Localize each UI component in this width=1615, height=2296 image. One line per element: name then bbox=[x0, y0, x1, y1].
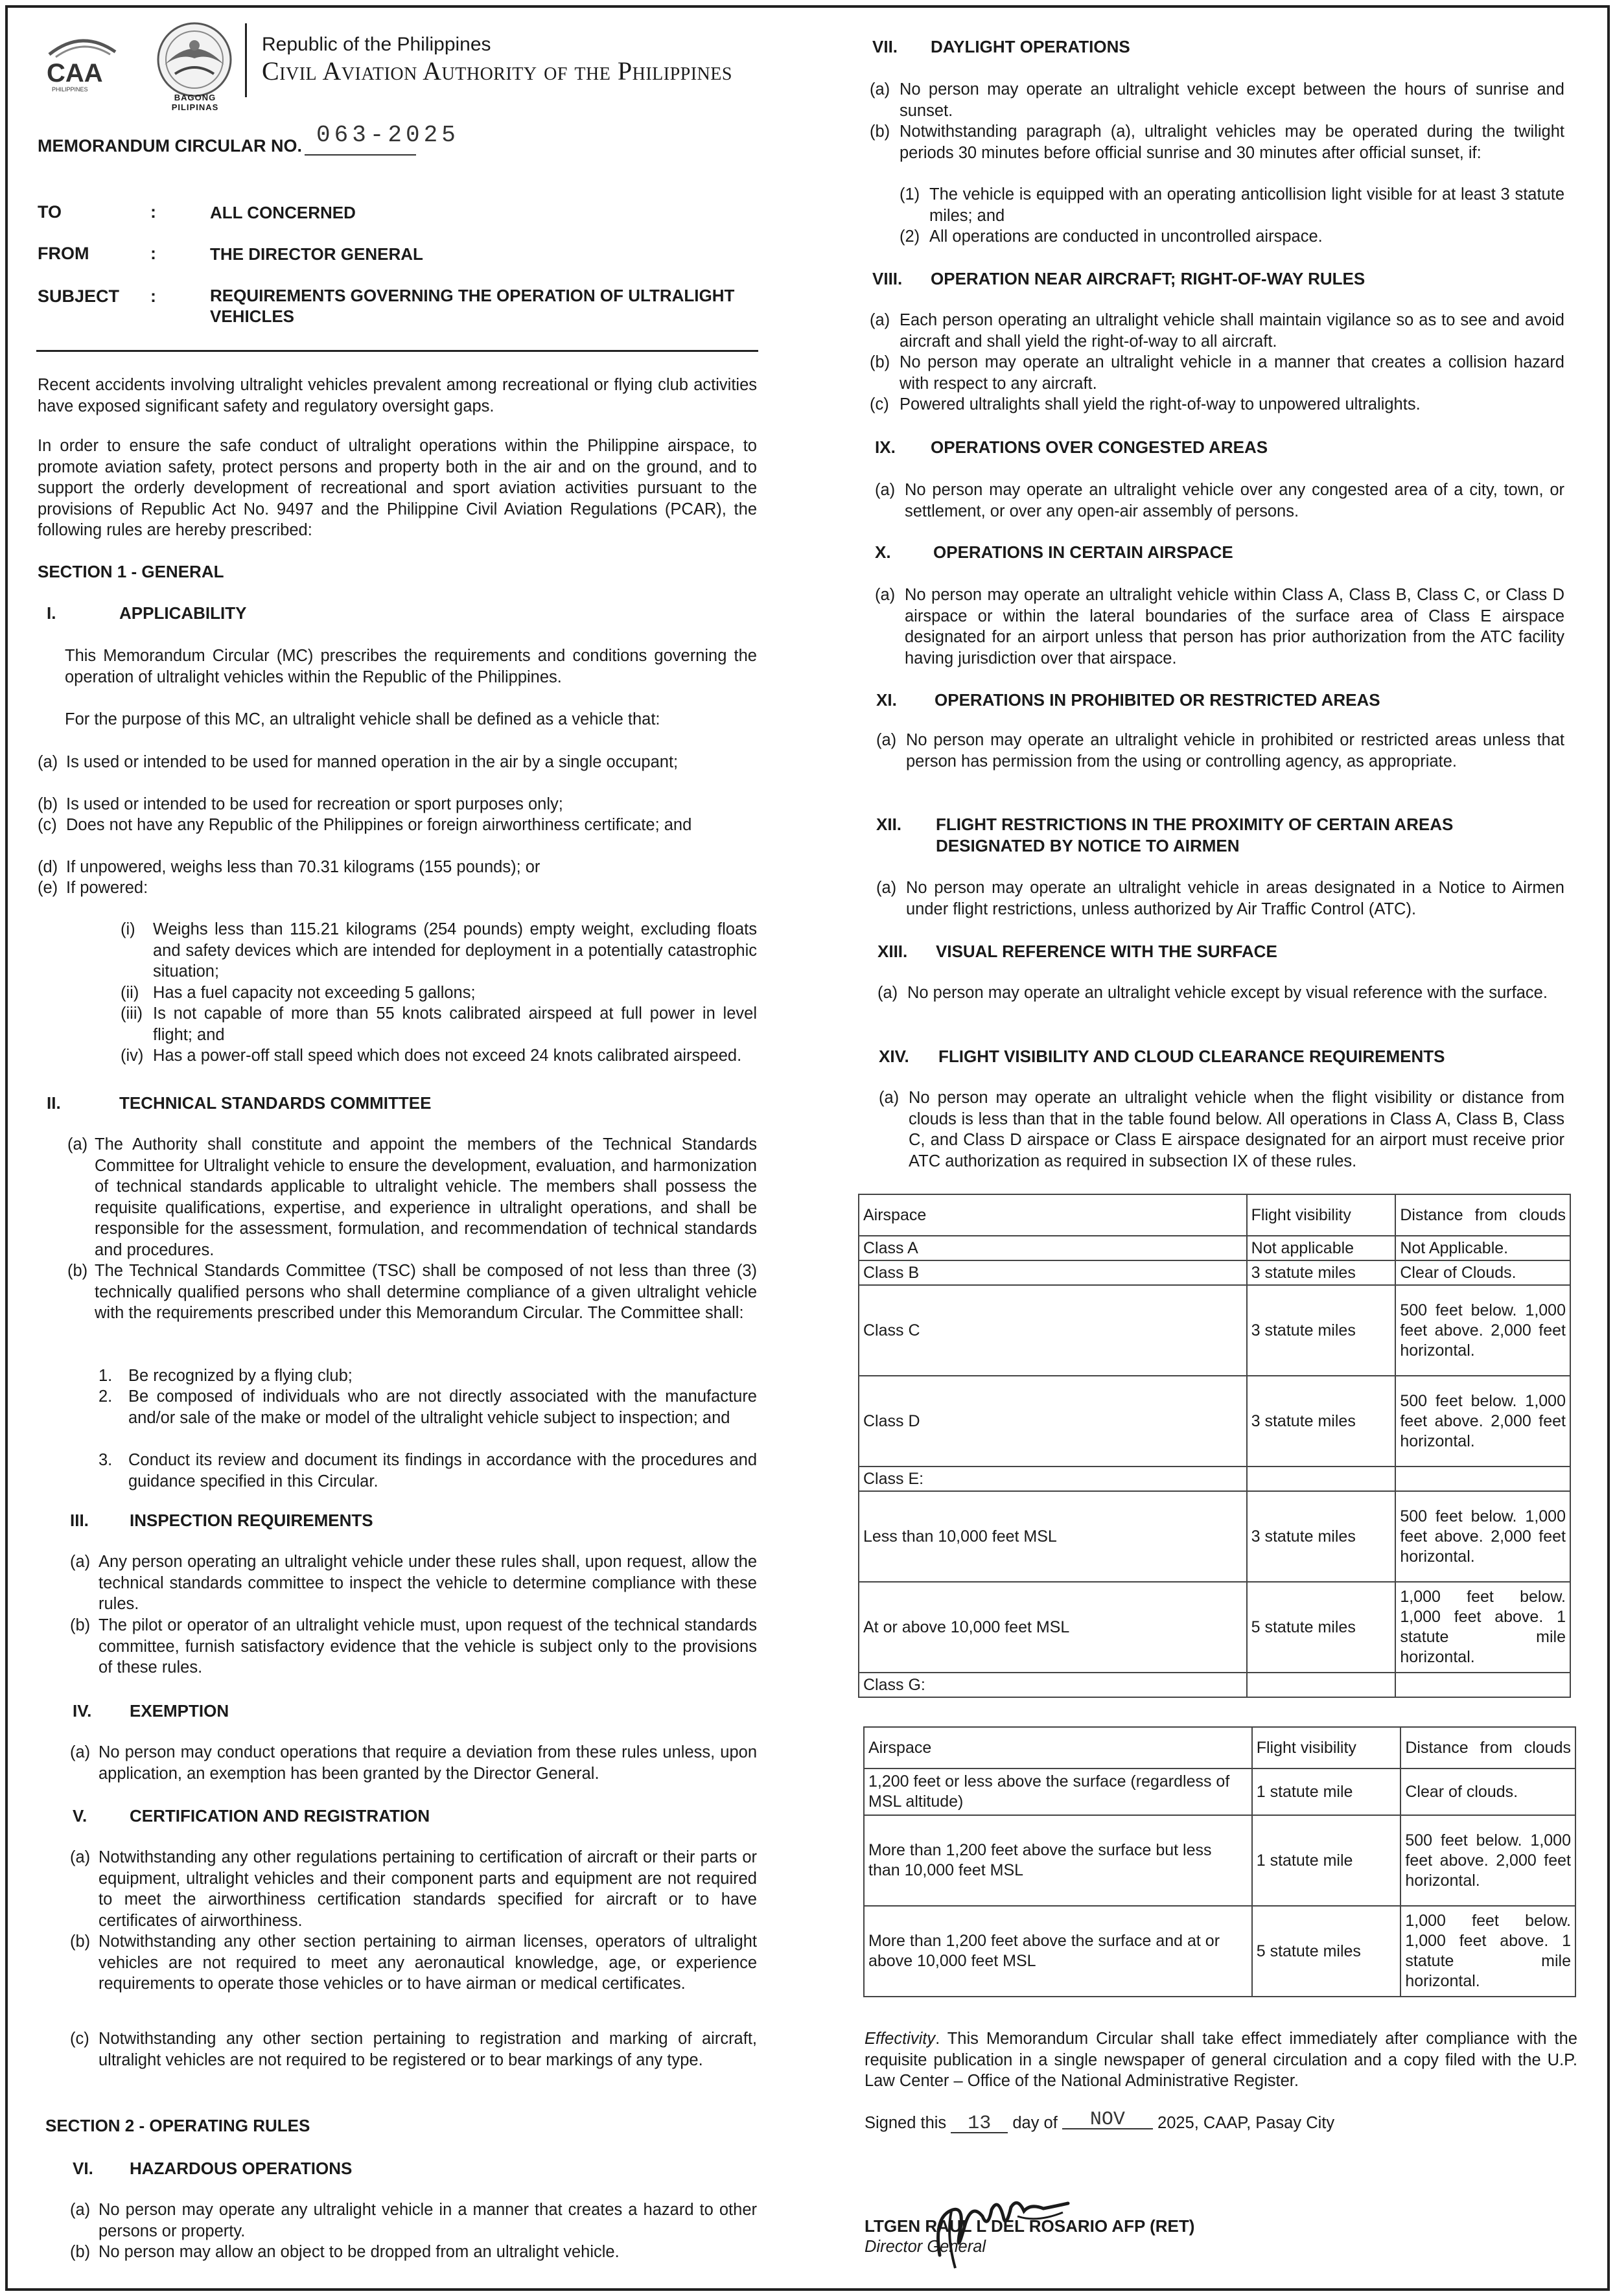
tsc-num-1-text: Be recognized by a flying club; bbox=[128, 1367, 353, 1385]
heading-iv bbox=[73, 1700, 229, 1722]
visual-item-a-mark: (a) bbox=[877, 984, 898, 1002]
daylight-num-2 bbox=[900, 226, 1564, 248]
inspection-item-a-mark: (a) bbox=[70, 1553, 91, 1571]
table-row bbox=[859, 1236, 1570, 1260]
heading-xiv-num: XIV. bbox=[879, 1047, 909, 1066]
powered-item-iii bbox=[121, 1003, 757, 1045]
table-header-cell: Distance from clouds bbox=[1400, 1727, 1575, 1768]
table-cell-distance: 500 feet below. 1,000 feet above. 2,000 feet horizontal. bbox=[1395, 1491, 1570, 1582]
daylight-num-1 bbox=[900, 184, 1564, 226]
table-cell-visibility: 3 statute miles bbox=[1247, 1260, 1396, 1285]
visibility-item-a-mark: (a) bbox=[879, 1089, 900, 1107]
table-cell-distance: 500 feet below. 1,000 feet above. 2,000 feet horizontal. bbox=[1400, 1815, 1575, 1906]
heading-xii bbox=[876, 814, 1564, 856]
tsc-item-a-mark: (a) bbox=[67, 1135, 88, 1154]
powered-item-i-mark: (i) bbox=[121, 920, 135, 938]
table-cell-distance bbox=[1395, 1467, 1570, 1491]
table-row bbox=[859, 1260, 1570, 1285]
section-2-heading: SECTION 2 - OPERATING RULES bbox=[45, 2116, 310, 2135]
table-cell-airspace: Class E: bbox=[859, 1467, 1247, 1491]
table-cell-airspace: Class G: bbox=[859, 1673, 1247, 1697]
signed-suffix: 2025, CAAP, Pasay City bbox=[1157, 2114, 1335, 2132]
table-cell-distance: Clear of Clouds. bbox=[1395, 1260, 1570, 1285]
hazard-item-a-text: No person may operate any ultralight vehicle in a manner that creates a hazard to other persons or property. bbox=[99, 2201, 757, 2240]
def-item-b-mark: (b) bbox=[38, 795, 58, 813]
exemption-item-a-mark: (a) bbox=[70, 1743, 91, 1761]
caa-logo-text: CAA bbox=[47, 59, 103, 87]
congested-item-a-mark: (a) bbox=[875, 481, 896, 499]
heading-xii-num: XII. bbox=[876, 815, 902, 834]
heading-xiii bbox=[877, 941, 1277, 962]
def-item-e-text: If powered: bbox=[66, 879, 148, 897]
effectivity-label: Effectivity bbox=[865, 2030, 936, 2048]
table-header-row bbox=[859, 1194, 1570, 1236]
table-cell-visibility bbox=[1247, 1673, 1396, 1697]
tsc-item-b bbox=[38, 1260, 757, 1324]
table-cell-airspace: Less than 10,000 feet MSL bbox=[859, 1491, 1247, 1582]
cloud-clearance-table-1 bbox=[858, 1194, 1571, 1698]
heading-ii bbox=[47, 1093, 431, 1114]
powered-item-ii-mark: (ii) bbox=[121, 984, 139, 1002]
restricted-item-a-mark: (a) bbox=[876, 731, 897, 749]
heading-xiv bbox=[879, 1046, 1445, 1067]
airspace-item-a bbox=[875, 585, 1564, 669]
heading-viii-title: OPERATION NEAR AIRCRAFT; RIGHT-OF-WAY RULES bbox=[931, 269, 1365, 288]
daylight-item-b-mark: (b) bbox=[870, 122, 890, 141]
tsc-num-3 bbox=[99, 1450, 757, 1492]
table-cell-distance: Clear of clouds. bbox=[1400, 1768, 1575, 1815]
hazard-item-b-text: No person may allow an object to be dropped from an ultralight vehicle. bbox=[99, 2243, 620, 2261]
heading-v-title: CERTIFICATION AND REGISTRATION bbox=[130, 1806, 430, 1826]
table-header-cell: Distance from clouds bbox=[1395, 1194, 1570, 1236]
table-cell-distance bbox=[1395, 1673, 1570, 1697]
header-divider bbox=[245, 23, 247, 97]
table-cell-airspace: More than 1,200 feet above the surface but less than 10,000 feet MSL bbox=[864, 1815, 1252, 1906]
applicability-p1: This Memorandum Circular (MC) prescribes the requirements and conditions governing the operation of ultralight vehicles within the Republic of the Philippines. bbox=[65, 647, 757, 686]
effectivity-text: . This Memorandum Circular shall take effect immediately after compliance with the requisite publication in a single newspaper of general circulation and a copy filed with the U.P. Law Center – Office of the National Administrative Register. bbox=[865, 2030, 1577, 2090]
heading-xi-title: OPERATIONS IN PROHIBITED OR RESTRICTED AREAS bbox=[935, 690, 1380, 710]
table-cell-visibility: 3 statute miles bbox=[1247, 1491, 1396, 1582]
heading-ix-title: OPERATIONS OVER CONGESTED AREAS bbox=[931, 437, 1268, 457]
def-item-a-text: Is used or intended to be used for manned operation in the air by a single occupant; bbox=[66, 753, 679, 771]
bagong-pilipinas-logo bbox=[149, 19, 240, 100]
signed-line bbox=[865, 2111, 1577, 2134]
inspection-item-b bbox=[70, 1615, 757, 1678]
rightofway-item-c-mark: (c) bbox=[870, 395, 889, 413]
powered-item-iv-mark: (iv) bbox=[121, 1047, 144, 1065]
tsc-item-b-mark: (b) bbox=[67, 1262, 88, 1280]
subject-label: SUBJECT bbox=[38, 286, 120, 306]
def-item-d-mark: (d) bbox=[38, 858, 58, 876]
table-cell-distance: 500 feet below. 1,000 feet above. 2,000 feet horizontal. bbox=[1395, 1285, 1570, 1376]
table-cell-airspace: Class C bbox=[859, 1285, 1247, 1376]
heading-x-title: OPERATIONS IN CERTAIN AIRSPACE bbox=[933, 542, 1233, 562]
heading-i-num: I. bbox=[47, 603, 56, 623]
powered-item-ii-text: Has a fuel capacity not exceeding 5 gallons; bbox=[153, 984, 476, 1002]
rightofway-item-b-text: No person may operate an ultralight vehicle in a manner that creates a collision hazard with respect to any aircraft. bbox=[900, 353, 1564, 393]
from-colon: : bbox=[150, 244, 156, 263]
rightofway-item-b bbox=[870, 352, 1564, 394]
table-cell-visibility: 1 statute mile bbox=[1252, 1815, 1401, 1906]
visual-item-a-text: No person may operate an ultralight vehicle except by visual reference with the surface. bbox=[907, 984, 1548, 1002]
table-header-cell: Flight visibility bbox=[1252, 1727, 1401, 1768]
cert-item-c bbox=[70, 2028, 757, 2070]
heading-v bbox=[73, 1805, 430, 1827]
heading-iii bbox=[70, 1510, 373, 1531]
cert-item-c-mark: (c) bbox=[70, 2030, 89, 2048]
congested-item-a bbox=[875, 480, 1564, 522]
table-cell-distance: Not Applicable. bbox=[1395, 1236, 1570, 1260]
def-item-a-mark: (a) bbox=[38, 753, 58, 771]
subject-value: REQUIREMENTS GOVERNING THE OPERATION OF ULTRALIGHT VEHICLES bbox=[210, 286, 735, 326]
heading-xiv-title: FLIGHT VISIBILITY AND CLOUD CLEARANCE REQUIREMENTS bbox=[938, 1047, 1445, 1066]
heading-vii-num: VII. bbox=[872, 37, 898, 56]
tsc-num-1-mark: 1. bbox=[99, 1367, 113, 1385]
rightofway-item-b-mark: (b) bbox=[870, 353, 890, 371]
notam-item-a bbox=[876, 877, 1564, 920]
table-header-cell: Flight visibility bbox=[1247, 1194, 1396, 1236]
inspection-item-b-text: The pilot or operator of an ultralight vehicle must, upon request of the technical standards committee, furnish satisfactory evidence that the vehicle is subject only to the provisions of these rules. bbox=[99, 1616, 757, 1676]
def-item-c bbox=[38, 815, 757, 836]
hazard-item-a-mark: (a) bbox=[70, 2201, 91, 2219]
def-item-b bbox=[38, 794, 757, 815]
table-cell-distance: 500 feet below. 1,000 feet above. 2,000 feet horizontal. bbox=[1395, 1376, 1570, 1467]
table-header-cell: Airspace bbox=[864, 1727, 1252, 1768]
daylight-item-a-text: No person may operate an ultralight vehicle except between the hours of sunrise and sunset. bbox=[900, 80, 1564, 120]
heading-i bbox=[47, 603, 246, 624]
from-value: THE DIRECTOR GENERAL bbox=[210, 244, 423, 264]
table-row bbox=[864, 1906, 1575, 1997]
effectivity-paragraph bbox=[865, 2028, 1577, 2092]
heading-iv-num: IV. bbox=[73, 1701, 92, 1721]
memo-number-underline bbox=[305, 154, 416, 156]
heading-viii bbox=[872, 268, 1365, 290]
heading-i-title: APPLICABILITY bbox=[119, 603, 247, 623]
powered-item-i-text: Weighs less than 115.21 kilograms (254 pounds) empty weight, excluding floats and safety devices which are intended for deployment in a potentially catastrophic situation; bbox=[153, 920, 757, 980]
powered-item-iii-text: Is not capable of more than 55 knots calibrated airspeed at full power in level flight; and bbox=[153, 1004, 757, 1044]
table-cell-airspace: Class D bbox=[859, 1376, 1247, 1467]
subject-colon: : bbox=[150, 286, 156, 306]
tsc-item-a bbox=[38, 1134, 757, 1260]
table-cell-visibility: 1 statute mile bbox=[1252, 1768, 1401, 1815]
heading-viii-num: VIII. bbox=[872, 269, 903, 288]
header-separator bbox=[36, 350, 758, 352]
heading-ii-title: TECHNICAL STANDARDS COMMITTEE bbox=[119, 1093, 432, 1113]
inspection-item-b-mark: (b) bbox=[70, 1616, 91, 1634]
table-cell-visibility: 3 statute miles bbox=[1247, 1376, 1396, 1467]
powered-item-iii-mark: (iii) bbox=[121, 1004, 143, 1023]
heading-iii-title: INSPECTION REQUIREMENTS bbox=[130, 1511, 373, 1530]
def-item-b-text: Is used or intended to be used for recreation or sport purposes only; bbox=[66, 795, 563, 813]
powered-item-i bbox=[121, 919, 757, 982]
heading-x bbox=[875, 542, 1233, 563]
table-cell-distance: 1,000 feet below. 1,000 feet above. 1 statute mile horizontal. bbox=[1395, 1582, 1570, 1673]
exemption-item-a bbox=[70, 1742, 757, 1784]
cert-item-c-text: Notwithstanding any other section pertaining to registration and marking of aircraft, ultralight vehicles are not required to be registered or to bear markings of any type. bbox=[99, 2030, 757, 2069]
powered-item-ii bbox=[121, 982, 757, 1004]
heading-x-num: X. bbox=[875, 542, 891, 562]
heading-xi bbox=[876, 690, 1380, 711]
heading-xiii-title: VISUAL REFERENCE WITH THE SURFACE bbox=[936, 942, 1277, 961]
table-row bbox=[859, 1467, 1570, 1491]
heading-iv-title: EXEMPTION bbox=[130, 1701, 229, 1721]
def-item-e-mark: (e) bbox=[38, 879, 58, 897]
table-header-row bbox=[864, 1727, 1575, 1768]
powered-item-iv bbox=[121, 1045, 757, 1067]
def-item-d bbox=[38, 857, 757, 878]
tsc-num-3-text: Conduct its review and document its findings in accordance with the procedures and guidance specified in this Circular. bbox=[128, 1451, 757, 1490]
hazard-item-a bbox=[70, 2199, 757, 2242]
heading-v-num: V. bbox=[73, 1806, 87, 1826]
table-cell-visibility: Not applicable bbox=[1247, 1236, 1396, 1260]
from-label: FROM bbox=[38, 244, 89, 263]
def-item-c-text: Does not have any Republic of the Philippines or foreign airworthiness certificate; and bbox=[66, 816, 692, 834]
restricted-item-a-text: No person may operate an ultralight vehicle in prohibited or restricted areas unless that person has permission from the using or controlling agency, as appropriate. bbox=[906, 731, 1564, 771]
table-row bbox=[859, 1285, 1570, 1376]
def-item-c-mark: (c) bbox=[38, 816, 57, 834]
intro-paragraph-1: Recent accidents involving ultralight vehicles prevalent among recreational or flying club activities have exposed significant safety and regulatory oversight gaps. bbox=[38, 376, 757, 415]
inspection-item-a bbox=[70, 1551, 757, 1615]
visibility-item-a-text: No person may operate an ultralight vehicle when the flight visibility or distance from clouds is less than that in the table found below. All operations in Class A, Class B, Class C, and Class D airspace or Class E airspace designated for an airport must receive prior ATC authorization as required in subsection IX of these rules. bbox=[909, 1089, 1564, 1170]
signatory-name: LTGEN RAUL L DEL ROSARIO AFP (RET) bbox=[865, 2216, 1195, 2236]
heading-ix-num: IX. bbox=[875, 437, 896, 457]
to-colon: : bbox=[150, 202, 156, 222]
table-row bbox=[859, 1491, 1570, 1582]
table-cell-distance: 1,000 feet below. 1,000 feet above. 1 statute mile horizontal. bbox=[1400, 1906, 1575, 1997]
applicability-p2: For the purpose of this MC, an ultralight vehicle shall be defined as a vehicle that: bbox=[65, 710, 660, 728]
rightofway-item-c-text: Powered ultralights shall yield the right-of-way to unpowered ultralights. bbox=[900, 395, 1421, 413]
daylight-num-2-mark: (2) bbox=[900, 227, 920, 246]
hazard-item-b bbox=[70, 2242, 757, 2263]
daylight-num-1-text: The vehicle is equipped with an operating anticollision light visible for at least 3 statute miles; and bbox=[929, 185, 1564, 225]
heading-ix bbox=[875, 437, 1268, 458]
heading-vi-title: HAZARDOUS OPERATIONS bbox=[130, 2159, 353, 2178]
table-cell-airspace: At or above 10,000 feet MSL bbox=[859, 1582, 1247, 1673]
agency-name: Civil Aviation Authority of the Philippines bbox=[262, 56, 732, 86]
table-cell-visibility: 5 statute miles bbox=[1252, 1906, 1401, 1997]
cert-item-b bbox=[70, 1931, 757, 1995]
table-cell-airspace: More than 1,200 feet above the surface and at or above 10,000 feet MSL bbox=[864, 1906, 1252, 1997]
signed-day: 13 bbox=[951, 2115, 1008, 2133]
hazard-item-b-mark: (b) bbox=[70, 2243, 91, 2261]
powered-item-iv-text: Has a power-off stall speed which does not exceed 24 knots calibrated airspeed. bbox=[153, 1047, 742, 1065]
def-item-e bbox=[38, 877, 757, 899]
section-1-heading: SECTION 1 - GENERAL bbox=[38, 562, 224, 581]
to-label: TO bbox=[38, 202, 62, 222]
airspace-item-a-mark: (a) bbox=[875, 586, 896, 604]
daylight-item-a-mark: (a) bbox=[870, 80, 890, 99]
cert-item-b-text: Notwithstanding any other section pertaining to airman licenses, operators of ultralight vehicles are not required to meet any aeronautical knowledge, age, or experience requirements to operate those vehicles or to have airman or medical certificates. bbox=[99, 1932, 757, 1993]
def-item-a bbox=[38, 752, 757, 773]
rightofway-item-c bbox=[870, 394, 1564, 415]
table-cell-airspace: Class B bbox=[859, 1260, 1247, 1285]
table-row bbox=[864, 1768, 1575, 1815]
cloud-clearance-table-2 bbox=[863, 1726, 1576, 1997]
intro-paragraph-2: In order to ensure the safe conduct of ultralight operations within the Philippine airspace, to promote aviation safety, protect persons and property both in the air and on the ground, and to support the orderly development of recreational and sport aviation activities pursuant to the provisions of Republic Act No. 9497 and the Philippine Civil Aviation Regulations (PCAR), the following rules are hereby prescribed: bbox=[38, 437, 757, 539]
republic-line: Republic of the Philippines bbox=[262, 34, 491, 55]
to-value: ALL CONCERNED bbox=[210, 203, 356, 222]
tsc-num-1 bbox=[99, 1365, 757, 1387]
memo-number-label: MEMORANDUM CIRCULAR NO. bbox=[38, 136, 302, 156]
airspace-item-a-text: No person may operate an ultralight vehicle within Class A, Class B, Class C, or Class D airspace or within the lateral boundaries of the surface area of Class E airspace designated for an airport unless that person has prior authorization from the ATC facility having jurisdiction over that airspace. bbox=[905, 586, 1564, 667]
signed-prefix: Signed this bbox=[865, 2114, 947, 2132]
cert-item-a-mark: (a) bbox=[70, 1848, 91, 1866]
inspection-item-a-text: Any person operating an ultralight vehicle under these rules shall, upon request, allow the technical standards committee to inspect the vehicle to determine compliance with these rules. bbox=[99, 1553, 757, 1613]
signatory-title: Director General bbox=[865, 2238, 986, 2256]
table-cell-airspace: Class A bbox=[859, 1236, 1247, 1260]
signed-mid: day of bbox=[1012, 2114, 1058, 2132]
heading-xiii-num: XIII. bbox=[877, 942, 908, 961]
tsc-num-2 bbox=[99, 1386, 757, 1428]
restricted-item-a bbox=[876, 730, 1564, 772]
visibility-item-a bbox=[879, 1087, 1564, 1172]
exemption-item-a-text: No person may conduct operations that require a deviation from these rules unless, upon application, an exemption has been granted by the Director General. bbox=[99, 1743, 757, 1783]
table-cell-airspace: 1,200 feet or less above the surface (regardless of MSL altitude) bbox=[864, 1768, 1252, 1815]
heading-ii-num: II. bbox=[47, 1093, 61, 1113]
rightofway-item-a-mark: (a) bbox=[870, 311, 890, 329]
table-row bbox=[864, 1815, 1575, 1906]
heading-vii-title: DAYLIGHT OPERATIONS bbox=[931, 37, 1130, 56]
tsc-num-2-text: Be composed of individuals who are not directly associated with the manufacture and/or sale of the make or model of the ultralight vehicle subject to inspection; and bbox=[128, 1387, 757, 1427]
heading-xi-num: XI. bbox=[876, 690, 897, 710]
def-item-d-text: If unpowered, weighs less than 70.31 kilograms (155 pounds); or bbox=[66, 858, 540, 876]
congested-item-a-text: No person may operate an ultralight vehicle over any congested area of a city, town, or settlement, or over any open-air assembly of persons. bbox=[905, 481, 1564, 520]
table-row bbox=[859, 1673, 1570, 1697]
daylight-num-2-text: All operations are conducted in uncontrolled airspace. bbox=[929, 227, 1323, 246]
tsc-num-2-mark: 2. bbox=[99, 1387, 113, 1406]
cert-item-a bbox=[70, 1847, 757, 1931]
table-header-cell: Airspace bbox=[859, 1194, 1247, 1236]
bagong-pilipinas-text: BAGONG PILIPINAS bbox=[171, 93, 219, 112]
daylight-item-a bbox=[870, 79, 1564, 121]
daylight-item-b-text: Notwithstanding paragraph (a), ultralight vehicles may be operated during the twilight periods 30 minutes before official sunrise and 30 minutes after official sunset, if: bbox=[900, 122, 1564, 162]
table-cell-visibility: 5 statute miles bbox=[1247, 1582, 1396, 1673]
cert-item-a-text: Notwithstanding any other regulations pertaining to certification of aircraft or their parts or equipment, ultralight vehicles and their component parts and equipment are not required to meet the airworthiness certification standards specified for aircraft or to have certificates of airworthiness. bbox=[99, 1848, 757, 1930]
rightofway-item-a-text: Each person operating an ultralight vehicle shall maintain vigilance so as to see and avoid aircraft and shall yield the right-of-way to all aircraft. bbox=[900, 311, 1564, 351]
daylight-num-1-mark: (1) bbox=[900, 185, 920, 203]
heading-xii-title: FLIGHT RESTRICTIONS IN THE PROXIMITY OF CERTAIN AREAS DESIGNATED BY NOTICE TO AIRMEN bbox=[936, 815, 1454, 855]
heading-vi bbox=[73, 2158, 352, 2179]
notam-item-a-mark: (a) bbox=[876, 879, 897, 897]
notam-item-a-text: No person may operate an ultralight vehicle in areas designated in a Notice to Airmen under flight restrictions, unless authorized by Air Traffic Control (ATC). bbox=[906, 879, 1564, 918]
tsc-item-a-text: The Authority shall constitute and appoint the members of the Technical Standards Committee for Ultralight vehicle to ensure the development, evaluation, and harmonization of technical standards applicable to ultralight vehicle. The members shall possess the requisite qualifications, expertise, and experience in ultralight operations, and shall be responsible for the assessment, formulation, and recommendation of technical standards and procedures. bbox=[95, 1135, 757, 1259]
heading-vi-num: VI. bbox=[73, 2159, 93, 2178]
signed-month: NOV bbox=[1062, 2111, 1153, 2129]
cert-item-b-mark: (b) bbox=[70, 1932, 91, 1951]
visual-item-a bbox=[877, 982, 1564, 1004]
heading-vii bbox=[872, 36, 1130, 58]
daylight-item-b bbox=[870, 121, 1564, 163]
caa-logo-sub: PHILIPPINES bbox=[52, 86, 88, 93]
memo-number: 063-2025 bbox=[316, 122, 459, 148]
heading-iii-num: III. bbox=[70, 1511, 89, 1530]
rightofway-item-a bbox=[870, 310, 1564, 352]
table-row bbox=[859, 1582, 1570, 1673]
table-cell-visibility bbox=[1247, 1467, 1396, 1491]
table-row bbox=[859, 1376, 1570, 1467]
caa-logo bbox=[43, 29, 121, 93]
tsc-item-b-text: The Technical Standards Committee (TSC) shall be composed of not less than three (3) technically qualified persons who shall determine compliance of a given ultralight vehicle with the requirements prescribed under this Memorandum Circular. The Committee shall: bbox=[95, 1262, 757, 1322]
table-cell-visibility: 3 statute miles bbox=[1247, 1285, 1396, 1376]
tsc-num-3-mark: 3. bbox=[99, 1451, 113, 1469]
